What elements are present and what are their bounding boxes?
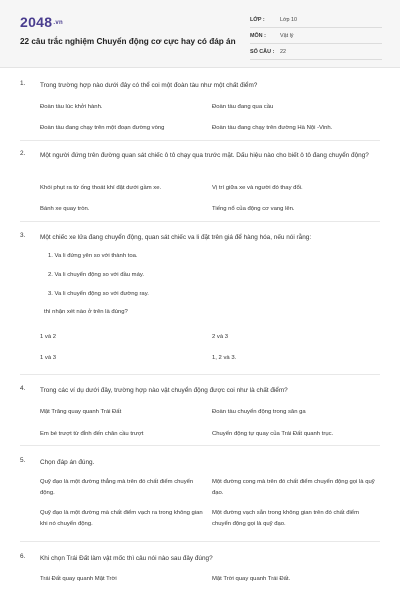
- question-number: 4.: [20, 385, 26, 392]
- option-b[interactable]: 2 và 3: [212, 334, 229, 340]
- meta-value: Lớp 10: [280, 16, 298, 23]
- question-text: Một người đứng trên đường quan sát chiếc ô tô chạy qua trước mặt. Dấu hiệu nào cho biết ô tô đang chuyển động?: [40, 152, 369, 159]
- statement-1: 1. Va li đứng yên so với thành toa.: [48, 253, 138, 259]
- meta-key: MÔN :: [250, 32, 266, 39]
- option-d[interactable]: Một đường vạch sẵn trong không gian trên đó chất điểm chuyển động gọi là quỹ đạo.: [212, 510, 359, 527]
- option-b[interactable]: Vị trí giữa xe và người đó thay đổi.: [212, 185, 303, 191]
- option-b[interactable]: Đoàn tàu đang qua cầu: [212, 104, 274, 110]
- logo-text: 2048: [20, 14, 53, 30]
- meta-key: SỐ CÂU :: [250, 48, 275, 55]
- option-b[interactable]: Mặt Trời quay quanh Trái Đất.: [212, 576, 291, 582]
- option-c[interactable]: Đoàn tàu đang chạy trên một đoạn đường vòng: [40, 125, 165, 131]
- option-d[interactable]: Tiếng nổ của động cơ vang lên.: [212, 206, 295, 212]
- statement-2: 2. Va li chuyển động so với đầu máy.: [48, 272, 144, 278]
- option-a[interactable]: 1 và 2: [40, 334, 57, 340]
- question-number: 6.: [20, 553, 26, 560]
- option-b[interactable]: Một đường cong mà trên đó chất điểm chuyển động gọi là quỹ đạo.: [212, 479, 375, 496]
- question-followup: thì nhận xét nào ở trên là đúng?: [44, 309, 128, 315]
- divider: [20, 445, 380, 446]
- question-text: Khi chọn Trái Đất làm vật mốc thì câu nói nào sau đây đúng?: [40, 555, 213, 562]
- option-c[interactable]: Quỹ đạo là một đường mà chất điểm vạch ra trong không gian khi nó chuyển động.: [40, 510, 203, 527]
- question-text: Trong các ví dụ dưới đây, trường hợp nào vật chuyển động được coi như là chất điểm?: [40, 387, 288, 394]
- question-number: 5.: [20, 457, 26, 464]
- option-d[interactable]: 1, 2 và 3.: [212, 355, 237, 361]
- question-text: Chọn đáp án đúng.: [40, 459, 95, 466]
- divider: [20, 221, 380, 222]
- option-d[interactable]: Đoàn tàu đang chạy trên đường Hà Nội -Vinh.: [212, 125, 333, 131]
- question-text: Trong trường hợp nào dưới đây có thể coi một đoàn tàu như một chất điểm?: [40, 82, 258, 89]
- meta-table: [250, 12, 382, 60]
- question-number: 3.: [20, 232, 26, 239]
- meta-value: Vật lý: [280, 32, 294, 39]
- meta-key: LỚP :: [250, 16, 265, 23]
- option-c[interactable]: 1 và 3: [40, 355, 57, 361]
- option-a[interactable]: Đoàn tàu lúc khởi hành.: [40, 104, 103, 110]
- meta-row-class: [250, 12, 382, 28]
- option-a[interactable]: Mặt Trăng quay quanh Trái Đất: [40, 409, 122, 415]
- option-d[interactable]: Chuyển động tự quay của Trái Đất quanh trục.: [212, 431, 334, 437]
- option-a[interactable]: Khói phụt ra từ ống thoát khí đặt dưới gầm xe.: [40, 185, 162, 191]
- meta-value: 22: [280, 48, 286, 55]
- statement-3: 3. Va li chuyển động so với đường ray.: [48, 291, 149, 297]
- meta-row-subject: [250, 28, 382, 44]
- question-number: 1.: [20, 80, 26, 87]
- option-c[interactable]: Bánh xe quay tròn.: [40, 206, 90, 212]
- option-a[interactable]: Trái Đất quay quanh Mặt Trời: [40, 576, 117, 582]
- divider: [20, 140, 380, 141]
- meta-row-count: [250, 44, 382, 60]
- question-number: 2.: [20, 150, 26, 157]
- site-logo[interactable]: [20, 14, 63, 30]
- document-header: [0, 0, 400, 68]
- logo-suffix: .vn: [53, 20, 63, 27]
- divider: [20, 541, 380, 542]
- option-a[interactable]: Quỹ đạo là một đường thẳng mà trên đó chất điểm chuyển động.: [40, 479, 194, 496]
- option-b[interactable]: Đoàn tàu chuyển động trong sân ga: [212, 409, 306, 415]
- page-title: 22 câu trắc nghiệm Chuyển động cơ cực hay có đáp án: [20, 37, 236, 46]
- question-text: Một chiếc xe lửa đang chuyển động, quan sát chiếc va li đặt trên giá để hàng hóa, nếu nói rằng:: [40, 234, 312, 241]
- divider: [20, 374, 380, 375]
- option-c[interactable]: Em bé trượt từ đỉnh đến chân cầu trượt: [40, 431, 144, 437]
